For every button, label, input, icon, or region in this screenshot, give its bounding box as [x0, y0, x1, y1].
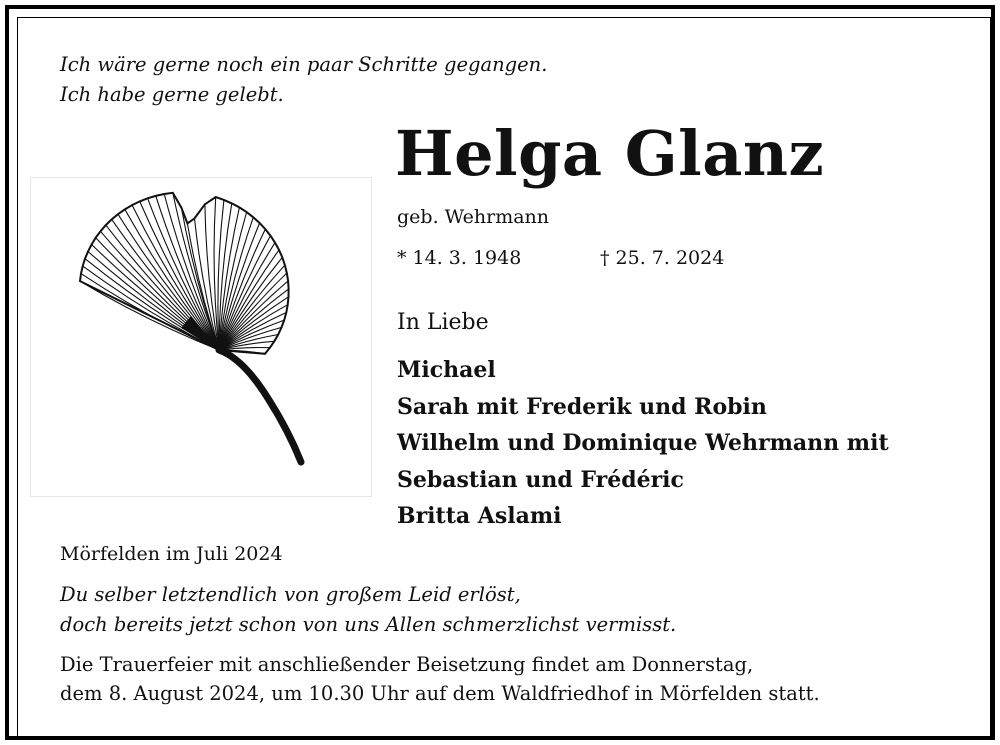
funeral-notice [60, 650, 820, 708]
birth-date: * 14. 3. 1948 [397, 247, 522, 269]
funeral-notice-line-2: dem 8. August 2024, um 10.30 Uhr auf dem Waldfriedhof in Mörfelden statt. [60, 682, 820, 705]
opening-quote-line-1: Ich wäre gerne noch ein paar Schritte gegangen. [60, 53, 548, 76]
mourners-list [397, 352, 889, 535]
funeral-notice-line-1: Die Trauerfeier mit anschließender Beisetzung findet am Donnerstag, [60, 653, 754, 676]
death-date: † 25. 7. 2024 [600, 247, 725, 269]
mourners-intro: In Liebe [397, 310, 489, 335]
mourner-name: Sebastian und Frédéric [397, 466, 684, 493]
place-and-date: Mörfelden im Juli 2024 [60, 543, 283, 565]
mourner-name: Britta Aslami [397, 503, 562, 529]
ginkgo-leaf-icon [31, 178, 371, 496]
opening-quote [60, 50, 547, 110]
birth-name: geb. Wehrmann [397, 206, 550, 228]
deceased-name: Helga Glanz [395, 117, 825, 190]
mourner-name: Sarah mit Frederik und Robin [397, 393, 767, 420]
closing-quote-line-1: Du selber letztendlich von großem Leid erlöst, [60, 583, 521, 606]
mourner-name: Wilhelm und Dominique Wehrmann mit [397, 430, 889, 456]
closing-quote-line-2: doch bereits jetzt schon von uns Allen schmerzlichst vermisst. [60, 613, 677, 636]
opening-quote-line-2: Ich habe gerne gelebt. [60, 83, 284, 106]
mourner-name: Michael [397, 357, 496, 383]
closing-quote [60, 580, 676, 640]
ginkgo-image [30, 177, 372, 497]
